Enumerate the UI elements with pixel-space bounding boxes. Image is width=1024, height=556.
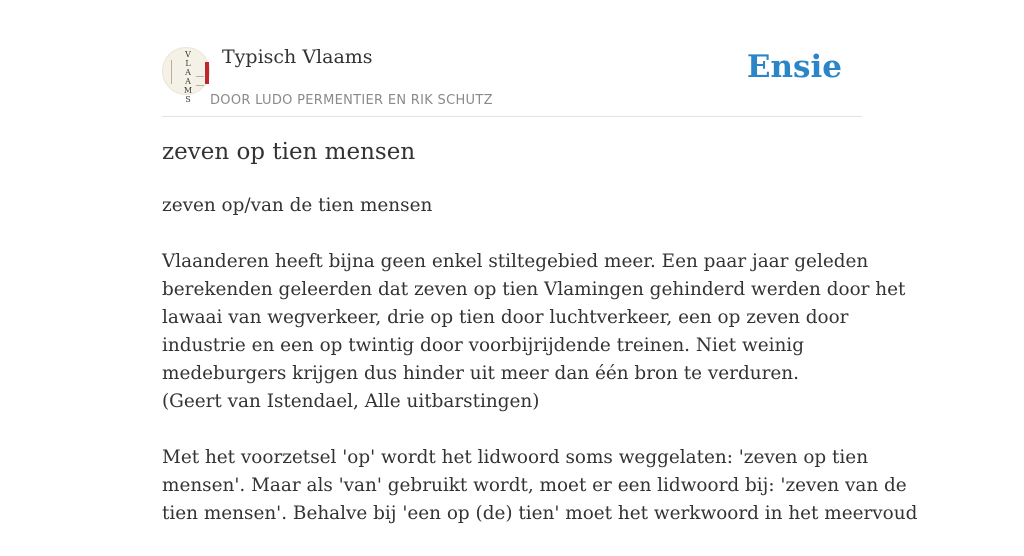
entry-variant [162,192,862,220]
quote-line: Vlaanderen heeft bijna geen enkel stiltegebied meer. Een paar jaar geleden [162,251,869,272]
note-line: tien mensen'. Behalve bij 'een op (de) tien' moet het werkwoord in het meervoud [162,503,918,524]
quote-source: (Geert van Istendael, Alle uitbarstingen) [162,391,540,412]
note-line: Met het voorzetsel 'op' wordt het lidwoord soms weggelaten: 'zeven op tien [162,447,869,468]
cover-lettering: V L A A M S [183,50,193,104]
book-authors: DOOR LUDO PERMENTIER EN RIK SCHUTZ [210,93,493,108]
note-line: mensen'. Maar als 'van' gebruikt wordt, moet er een lidwoord bij: 'zeven van de [162,475,907,496]
entry-title: zeven op tien mensen [162,139,416,165]
book-title-link[interactable]: Typisch Vlaams [222,46,373,68]
quote-line: industrie en een op twintig door voorbijrijdende treinen. Niet weinig [162,335,804,356]
variant-text: zeven op/van de tien mensen [162,195,433,216]
entry-quote [162,248,906,416]
quote-line: berekenden geleerden dat zeven op tien Vlamingen gehinderd werden door het [162,279,906,300]
header [162,40,862,117]
entry-note [162,444,918,528]
book-cover-image[interactable] [162,47,210,104]
entry-body [162,192,918,556]
cover-red-edge [205,62,209,84]
cover-decoration [171,60,178,84]
quote-line: medeburgers krijgen dus hinder uit meer dan één bron te verduren. [162,363,799,384]
cover-decoration [196,76,204,86]
quote-line: lawaai van wegverkeer, drie op tien door luchtverkeer, een op zeven door [162,307,849,328]
ensie-logo-link[interactable]: Ensie [746,49,842,85]
